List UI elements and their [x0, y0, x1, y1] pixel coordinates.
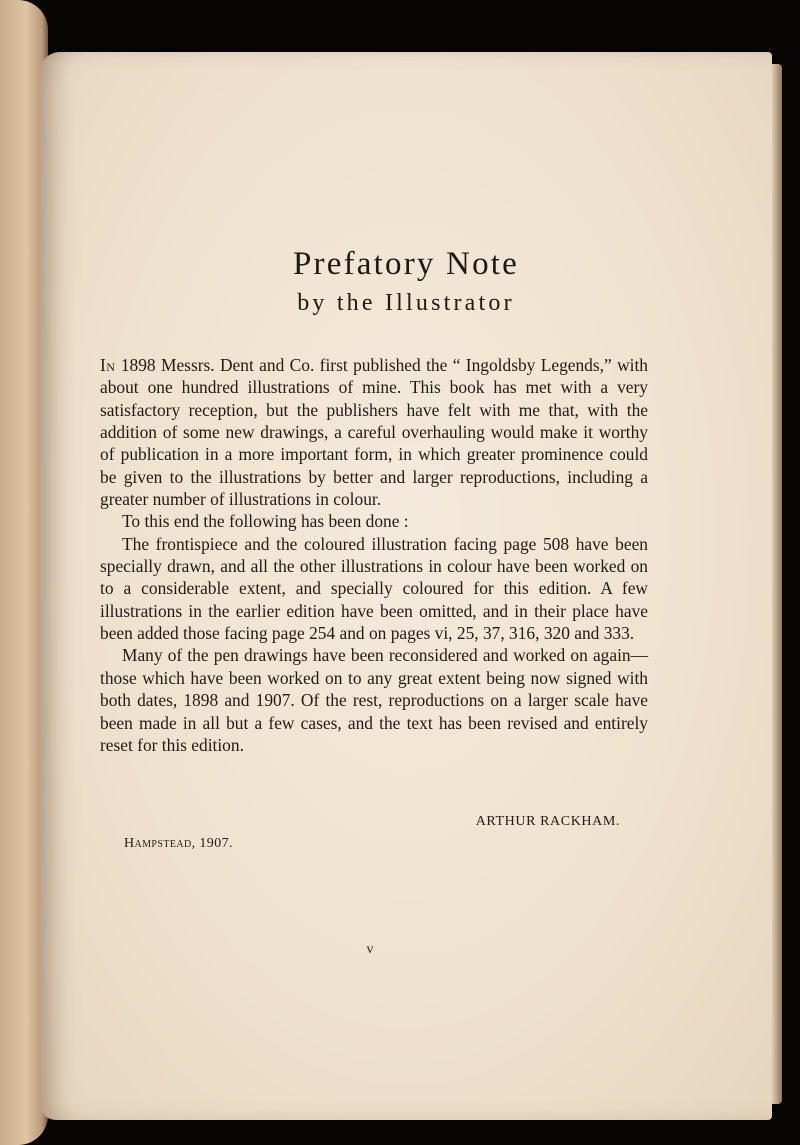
place-date: Hampstead, 1907. [124, 836, 233, 851]
page-number: v [366, 942, 374, 957]
paragraph-1-lead: In [100, 355, 116, 375]
paragraph-2: To this end the following has been done : [122, 511, 409, 532]
note-body [100, 354, 648, 756]
paragraph-4: Many of the pen drawings have been reconsidered and worked on again—those which have been worked on to any great extent being now signed with both dates, 1898 and 1907. Of the rest, reproductions on a larger scale have been made in all but a few cases, and the text has been revised and entirely reset for this edition. [100, 645, 648, 755]
paragraph-3: The frontispiece and the coloured illustration facing page 508 have been specially drawn, and all the other illustrations in colour have been worked on to a considerable extent, and specially coloured for this edition. A few illustrations in the earlier edition have been omitted, and in their place have been added those facing page 254 and on pages vi, 25, 37, 316, 320 and 333. [100, 533, 648, 644]
paragraph-1-text: 1898 Messrs. Dent and Co. first published the “ Ingoldsby Legends,” with about one hundred illustrations of mine. This book has met with a very satisfactory reception, but the publishers have felt with me that, with the addition of some new drawings, a careful overhauling would make it worthy of publication in a more important form, in which greater prominence could be given to the illustrations by better and larger reproductions, including a greater number of illustrations in colour. [100, 355, 648, 510]
paragraph-1 [100, 354, 648, 510]
page-subtitle: by the Illustrator [297, 290, 515, 316]
signature: ARTHUR RACKHAM. [475, 814, 620, 829]
page-title: Prefatory Note [293, 246, 519, 282]
book-page [40, 52, 772, 1120]
